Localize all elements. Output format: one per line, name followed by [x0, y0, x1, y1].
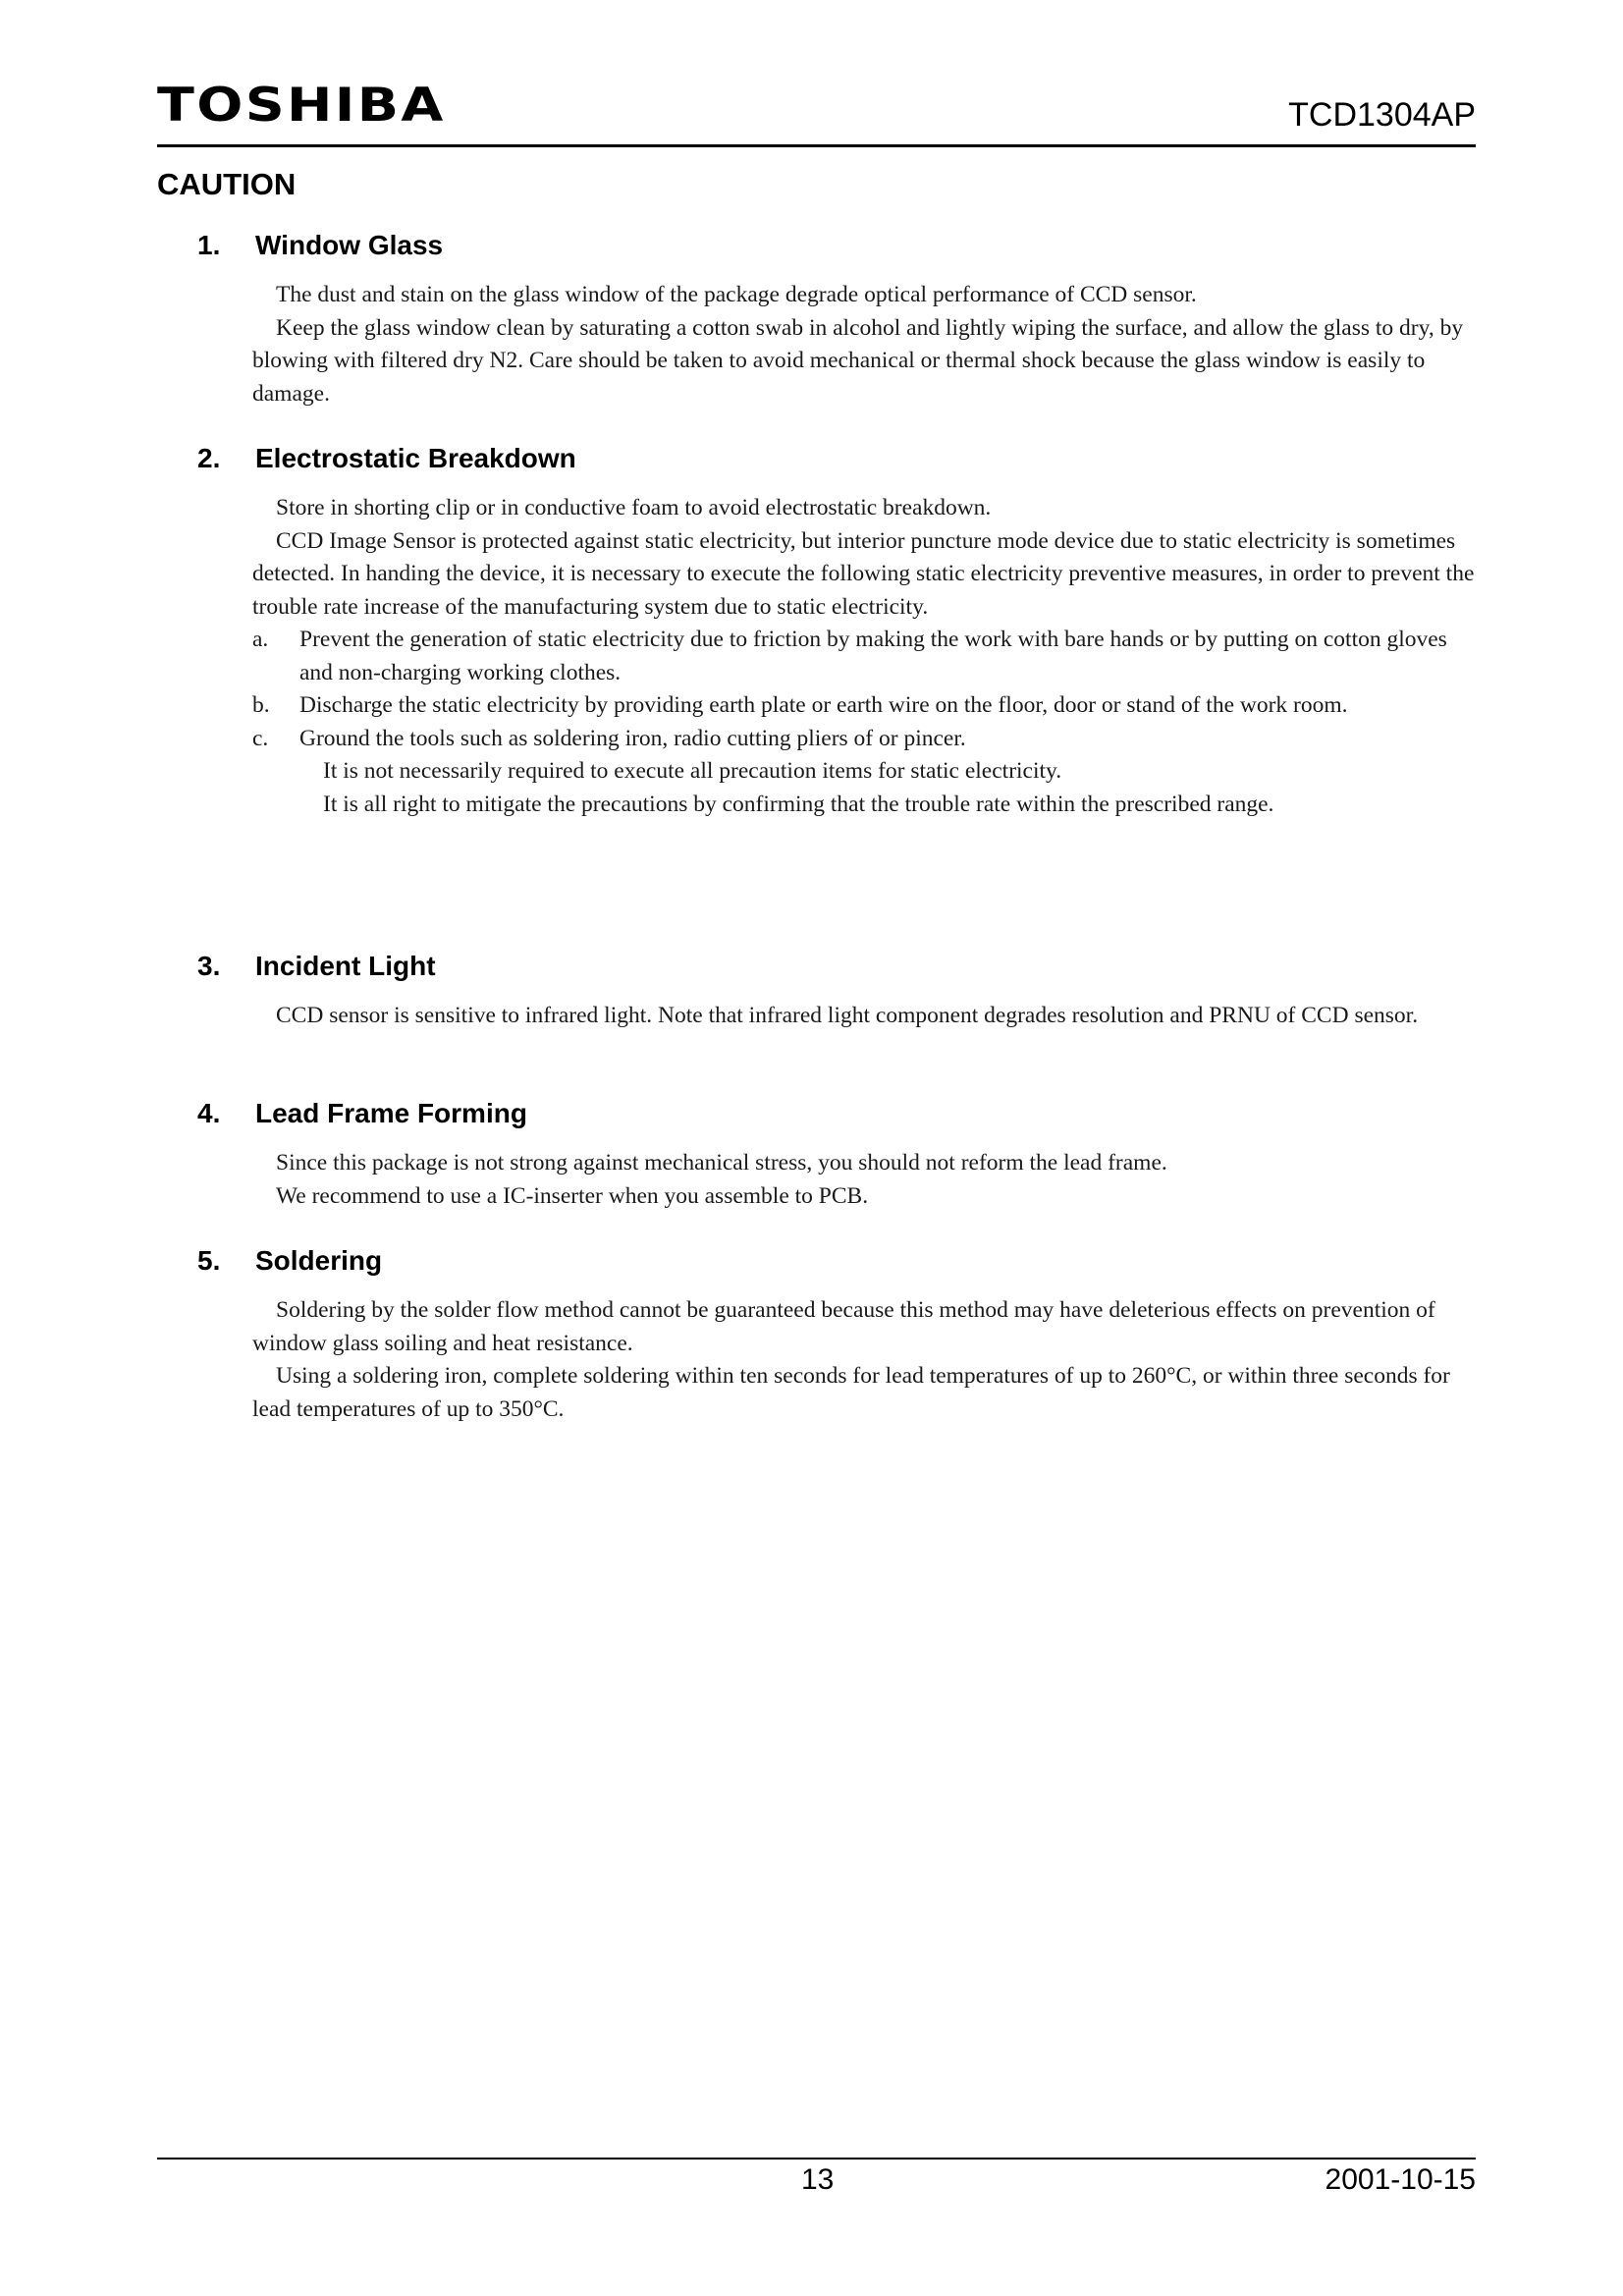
paragraph: Using a soldering iron, complete soldering within ten seconds for lead temperatures of up to 260°C, or within three seconds for lead temperatures of up to 350°C.: [252, 1363, 1450, 1422]
section-body: [252, 279, 1476, 410]
paragraph: We recommend to use a IC-inserter when you assemble to PCB.: [276, 1182, 869, 1209]
section-title: Lead Frame Forming: [255, 1098, 527, 1128]
paragraph: Store in shorting clip or in conductive foam to avoid electrostatic breakdown.: [276, 495, 992, 520]
section-body: [252, 1147, 1476, 1213]
section-heading: [197, 1247, 382, 1275]
precaution-list: [252, 624, 1476, 755]
section-title: Soldering: [255, 1245, 383, 1276]
section-heading: [197, 232, 443, 259]
document-date: 2001-10-15: [1325, 2163, 1476, 2196]
paragraph: Keep the glass window clean by saturating a cotton swab in alcohol and lightly wiping the surface, and allow the glass to dry, by blowing with filtered dry N2. Care should be taken to avoid mechanical or thermal shock because the glass window is easily to damage.: [252, 314, 1464, 407]
list-item: [252, 624, 1476, 689]
note: It is all right to mitigate the precautions by confirming that the trouble rate within the prescribed range.: [323, 791, 1274, 817]
section-number: 3.: [197, 951, 221, 981]
section-heading: [197, 1100, 527, 1127]
paragraph: The dust and stain on the glass window of the package degrade optical performance of CCD sensor.: [276, 282, 1197, 307]
section-number: 1.: [197, 230, 221, 260]
footer-divider: [157, 2158, 1476, 2159]
toshiba-logo: TOSHIBA: [157, 79, 446, 133]
section-number: 4.: [197, 1098, 221, 1128]
list-item-text: Prevent the generation of static electricity due to friction by making the work with bare hands or by putting on cotton gloves and non-charging working clothes.: [299, 627, 1447, 685]
list-item-text: Ground the tools such as soldering iron, radio cutting pliers of or pincer.: [299, 725, 966, 751]
paragraph: CCD Image Sensor is protected against static electricity, but interior puncture mode device due to static electricity is sometimes detected. In handing the device, it is necessary to execute the following static electricity preventive measures, in order to prevent the trouble rate increase of the manufacturing system due to static electricity.: [252, 527, 1475, 620]
paragraph: CCD sensor is sensitive to infrared light. Note that infrared light component degrades resolution and PRNU of CCD sensor.: [276, 1003, 1419, 1028]
section-title: Electrostatic Breakdown: [255, 443, 576, 473]
header-divider: [157, 144, 1476, 147]
section-heading: [197, 445, 576, 472]
list-marker: b.: [252, 692, 270, 718]
section-title: Incident Light: [255, 951, 436, 981]
section-number: 2.: [197, 443, 221, 473]
list-item: [252, 689, 1476, 723]
section-number: 5.: [197, 1245, 221, 1276]
list-item-text: Discharge the static electricity by providing earth plate or earth wire on the floor, door or stand of the work room.: [299, 692, 1348, 718]
list-marker: a.: [252, 627, 269, 652]
section-heading: [197, 953, 436, 980]
page-number: 13: [801, 2163, 835, 2196]
paragraph: Soldering by the solder flow method cannot be guaranteed because this method may have deleterious effects on prevention of window glass soiling and heat resistance.: [252, 1297, 1435, 1356]
section-title: Window Glass: [255, 230, 444, 260]
paragraph: Since this package is not strong against mechanical stress, you should not reform the lead frame.: [276, 1150, 1167, 1175]
section-body: [252, 1294, 1476, 1426]
part-number: TCD1304AP: [1288, 96, 1476, 134]
note: It is not necessarily required to execute all precaution items for static electricity.: [323, 758, 1062, 784]
list-marker: c.: [252, 725, 269, 751]
section-body: [252, 492, 1476, 821]
list-item: [252, 723, 1476, 756]
section-body: [252, 1000, 1476, 1033]
page-title: CAUTION: [157, 167, 297, 201]
